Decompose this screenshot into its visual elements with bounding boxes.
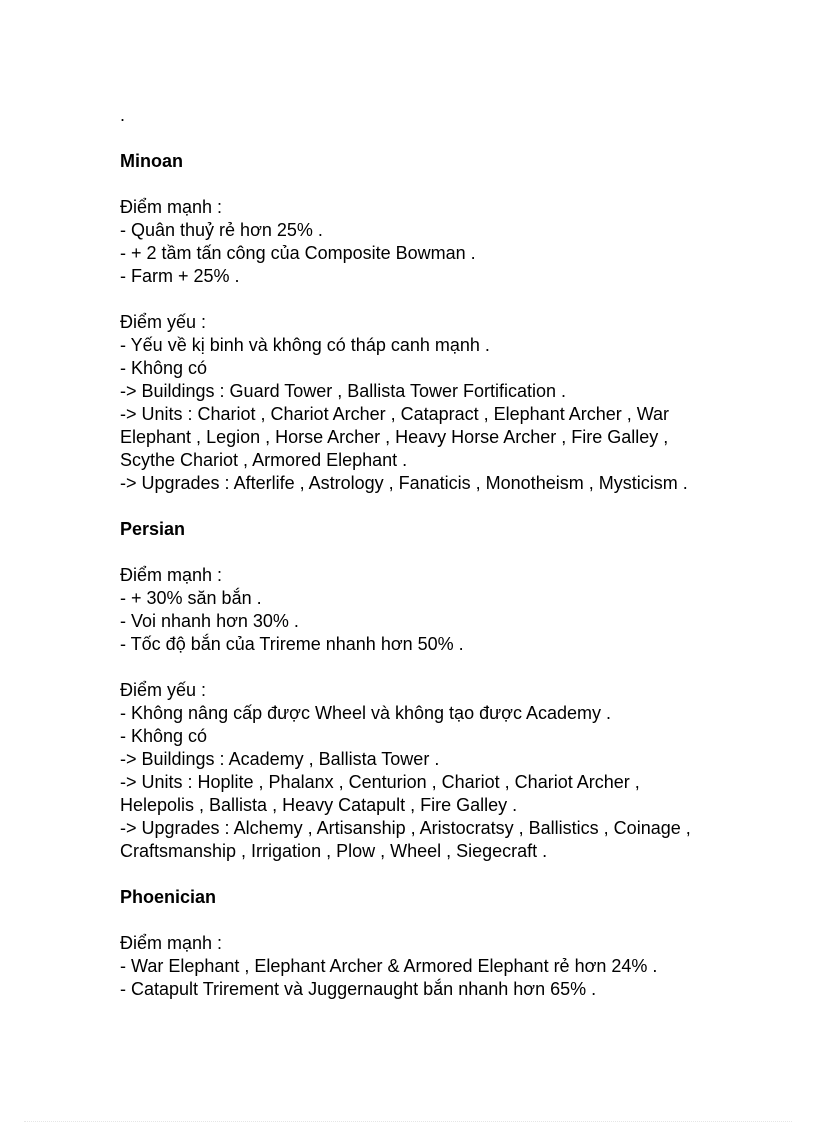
strength-item: - + 30% săn bắn .: [120, 588, 262, 608]
weaknesses-label: Điểm yếu :: [120, 312, 207, 332]
weakness-item: -> Units : Hoplite , Phalanx , Centurion , Chariot , Chariot Archer , Helepolis , Ballista , Heavy Catapult , Fire Galley .: [120, 772, 640, 815]
strength-item: - + 2 tầm tấn công của Composite Bowman .: [120, 243, 476, 263]
weaknesses-label: Điểm yếu :: [120, 680, 207, 700]
strengths-label: Điểm mạnh :: [120, 565, 223, 585]
spacer: [120, 288, 710, 311]
spacer: [120, 656, 710, 679]
civ-heading: Minoan: [120, 151, 183, 171]
strength-item: - Tốc độ bắn của Trireme nhanh hơn 50% .: [120, 634, 464, 654]
civ-heading: Phoenician: [120, 887, 217, 907]
weakness-item: -> Upgrades : Alchemy , Artisanship , Aristocratsy , Ballistics , Coinage , Craftsmanship , Irrigation , Plow , Wheel , Siegecraft .: [120, 818, 691, 861]
civ-section-phoenician: [120, 886, 710, 1001]
weakness-item: -> Upgrades : Afterlife , Astrology , Fanaticis , Monotheism , Mysticism .: [120, 473, 688, 493]
page-bottom-divider: [24, 1121, 792, 1122]
strength-item: - Catapult Trirement và Juggernaught bắn nhanh hơn 65% .: [120, 979, 597, 999]
weakness-item: -> Units : Chariot , Chariot Archer , Catapract , Elephant Archer , War Elephant , Legion , Horse Archer , Heavy Horse Archer , Fire Galley , Scythe Chariot , Armored Elephant .: [120, 404, 670, 470]
strengths-label: Điểm mạnh :: [120, 197, 223, 217]
weakness-item: - Không nâng cấp được Wheel và không tạo được Academy .: [120, 703, 611, 723]
weakness-item: -> Buildings : Guard Tower , Ballista Tower Fortification .: [120, 381, 567, 401]
document-body: [120, 104, 710, 1001]
strengths-label: Điểm mạnh :: [120, 933, 223, 953]
civ-heading: Persian: [120, 519, 186, 539]
strength-item: - Voi nhanh hơn 30% .: [120, 611, 299, 631]
weakness-item: - Không có: [120, 726, 208, 746]
civ-section-minoan: [120, 150, 710, 495]
strength-item: - War Elephant , Elephant Archer & Armored Elephant rẻ hơn 24% .: [120, 956, 658, 976]
strength-item: - Quân thuỷ rẻ hơn 25% .: [120, 220, 323, 240]
weakness-item: -> Buildings : Academy , Ballista Tower .: [120, 749, 440, 769]
lead-mark: .: [120, 105, 126, 125]
civ-section-persian: [120, 518, 710, 863]
weakness-item: - Không có: [120, 358, 208, 378]
strength-item: - Farm + 25% .: [120, 266, 240, 286]
weakness-item: - Yếu về kị binh và không có tháp canh mạnh .: [120, 335, 490, 355]
